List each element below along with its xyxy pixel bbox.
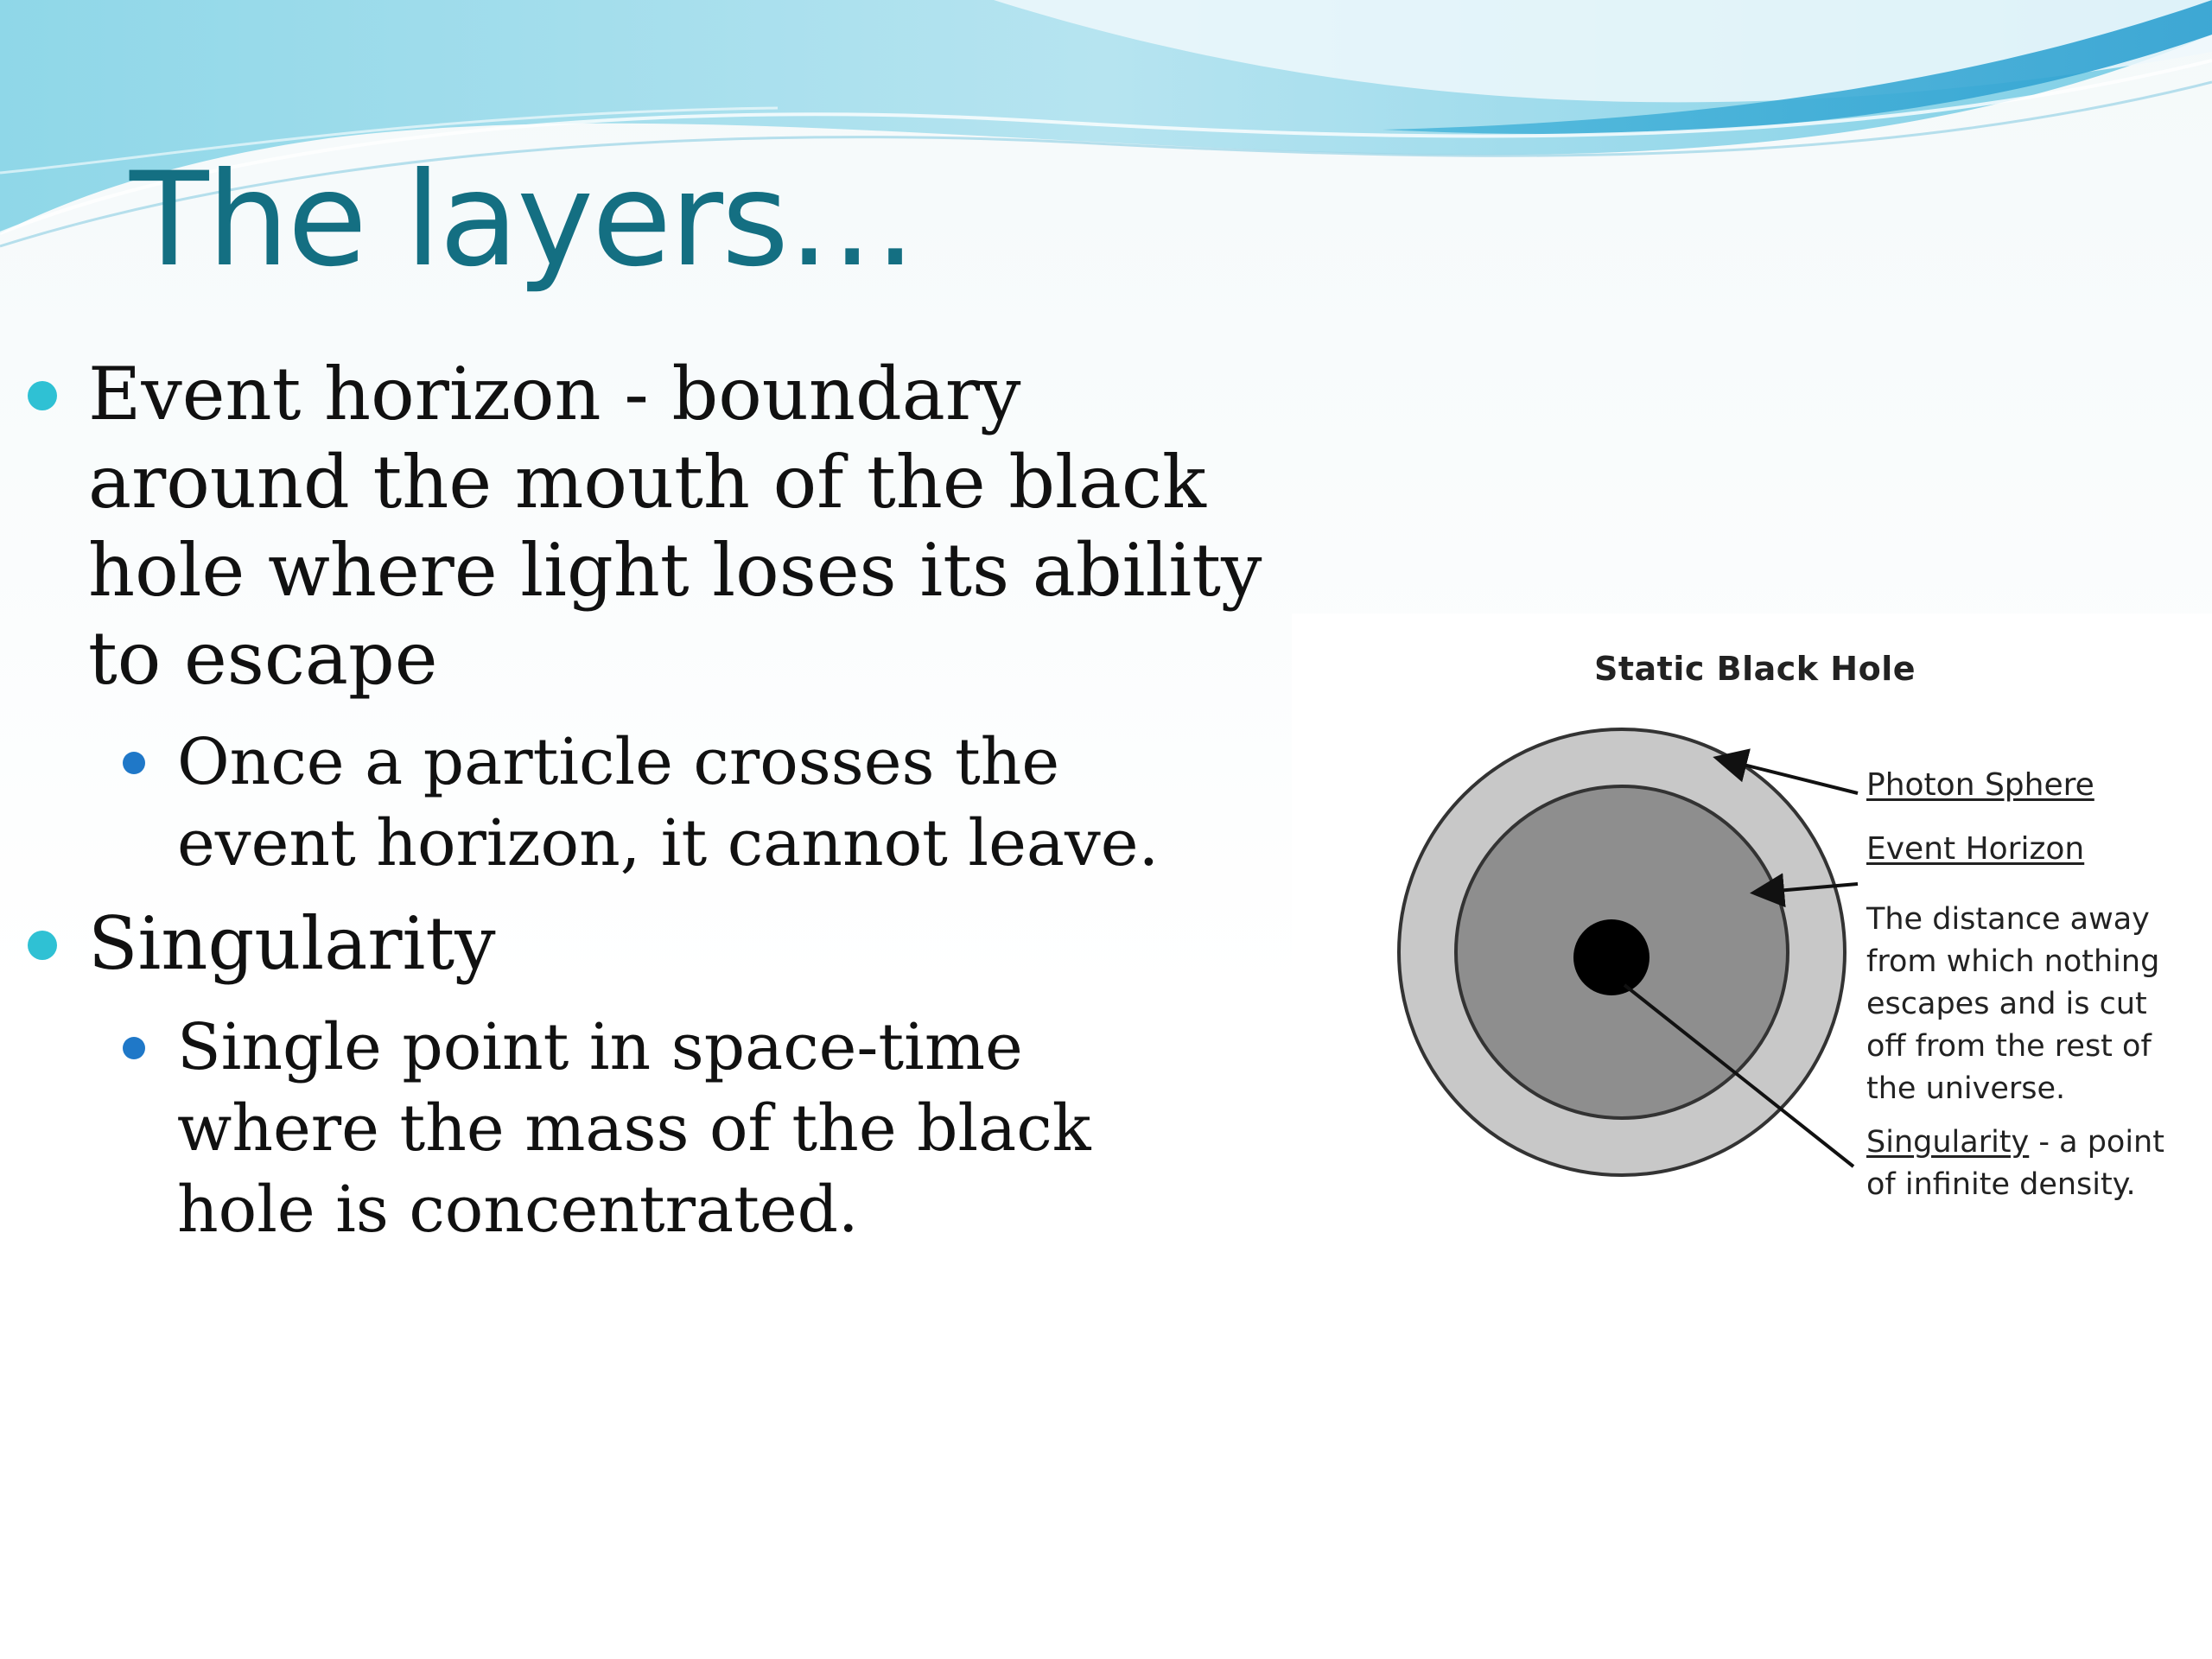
singularity-label: Singularity xyxy=(1866,1125,2030,1160)
event-horizon-description: The distance away from which nothing escapes and is cut off from the rest of the universe. xyxy=(1866,902,2160,1106)
event-horizon-label: Event Horizon xyxy=(1866,831,2085,867)
singularity-caption xyxy=(1866,1122,2195,1206)
bullet-singularity xyxy=(0,899,1298,988)
diagram-title: Static Black Hole xyxy=(1594,650,1916,688)
sub-bullet-event-horizon xyxy=(0,721,1214,884)
bullet-text: Singularity xyxy=(88,901,496,986)
singularity-dot xyxy=(1573,919,1649,995)
singularity-description: - a point of infinite density. xyxy=(1866,1125,2164,1202)
sub-bullet-text: Single point in space-time where the mass of the black hole is concentrated. xyxy=(177,1010,1091,1247)
bullet-list xyxy=(0,350,1296,1250)
sub-bullet-text: Once a particle crosses the event horizon, it cannot leave. xyxy=(177,725,1160,880)
bullet-text: Event horizon - boundary around the mouth of the black hole where light loses its ability to escape xyxy=(88,352,1262,701)
sub-bullet-dot-icon xyxy=(123,752,145,774)
bullet-event-horizon xyxy=(0,350,1298,702)
photon-sphere-label: Photon Sphere xyxy=(1866,767,2094,803)
black-hole-diagram xyxy=(1292,613,2212,1236)
slide-title: The layers… xyxy=(130,145,916,296)
bullet-dot-icon xyxy=(28,931,57,960)
bullet-dot-icon xyxy=(28,381,57,410)
sub-bullet-dot-icon xyxy=(123,1037,145,1059)
sub-bullet-singularity xyxy=(0,1007,1214,1250)
